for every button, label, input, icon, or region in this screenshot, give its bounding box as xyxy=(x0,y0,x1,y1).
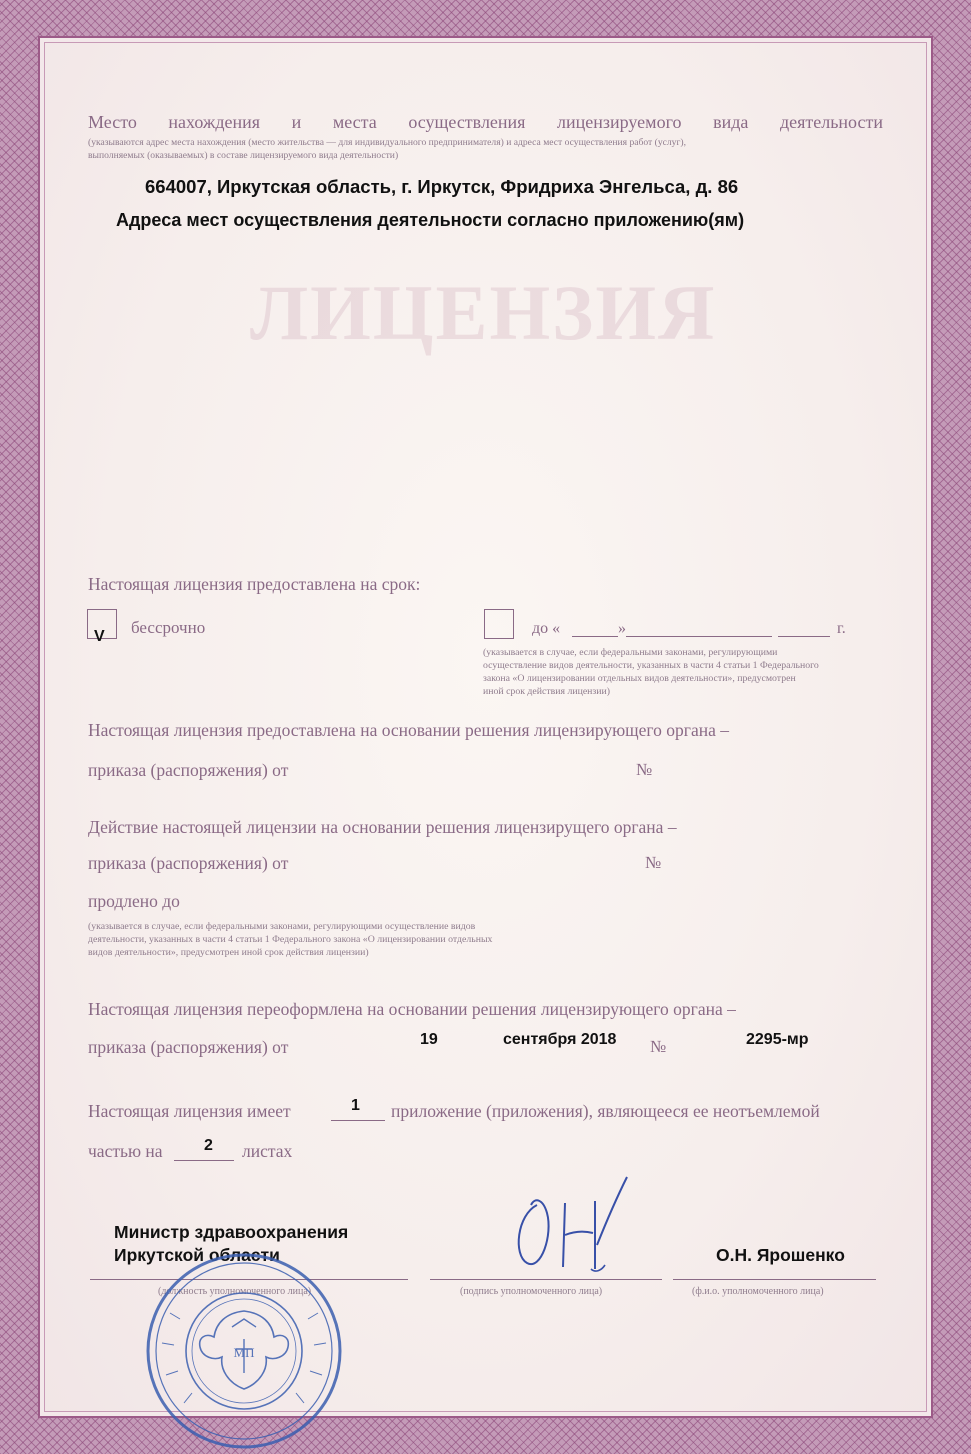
location-hint-line2: выполняемых (оказываемых) в составе лицензируемого вида деятельности) xyxy=(88,150,399,161)
validity-line1: Действие настоящей лицензии на основании решения лицензирущего органа – xyxy=(88,817,677,837)
sheets-count-line xyxy=(174,1160,234,1161)
term-hint-line3: закона «О лицензировании отдельных видов деятельности», предусмотрен xyxy=(483,673,796,684)
official-stamp xyxy=(136,1253,352,1449)
signer-name-line xyxy=(673,1279,876,1280)
signer-position-line2: Иркутской области xyxy=(114,1245,280,1265)
background-watermark: ЛИЦЕНЗИЯ xyxy=(250,269,717,356)
term-hint-line1: (указывается в случае, если федеральными законами, регулирующими xyxy=(483,647,778,658)
basis-number-sign: № xyxy=(636,760,653,779)
until-year-line xyxy=(778,636,830,637)
unlimited-check-mark: V xyxy=(94,628,105,645)
unlimited-label: бессрочно xyxy=(131,618,206,637)
until-year-suffix: г. xyxy=(837,620,846,637)
validity-hint-line1: (указывается в случае, если федеральными законами, регулирующими осуществление видов xyxy=(88,921,476,932)
until-month-line xyxy=(626,636,772,637)
signer-name-hint: (ф.и.о. уполномоченного лица) xyxy=(692,1286,824,1297)
position-hint: (должность уполномоченного лица) xyxy=(158,1286,312,1297)
validity-hint-line3: видов деятельности», предусмотрен иной срок действия лицензии) xyxy=(88,947,369,958)
reissue-number-sign: № xyxy=(650,1037,667,1056)
location-hint-line1: (указываются адрес места нахождения (место жительства — для индивидуального предпринимателя) и адреса мест осуществления работ (услуг), xyxy=(88,137,687,148)
extended-until-label: продлено до xyxy=(88,891,180,911)
address-appendix-note: Адреса мест осуществления деятельности согласно приложению(ям) xyxy=(116,210,745,230)
reissue-day: 19 xyxy=(420,1031,438,1048)
location-heading: Место нахождения и места осуществления лицензируемого вида деятельности xyxy=(88,112,883,132)
validity-number-sign: № xyxy=(645,853,662,872)
sheets-count: 2 xyxy=(204,1137,213,1154)
until-label: до « xyxy=(532,620,561,637)
appendix-suffix: приложение (приложения), являющееся ее неотъемлемой xyxy=(391,1101,820,1121)
term-heading: Настоящая лицензия предоставлена на срок: xyxy=(88,574,421,594)
appendix-prefix: Настоящая лицензия имеет xyxy=(88,1101,291,1121)
appendix-line2-suffix: листах xyxy=(242,1141,293,1161)
signer-position-line1: Министр здравоохранения xyxy=(114,1222,349,1242)
reissue-month-year: сентября 2018 xyxy=(503,1031,617,1048)
appendix-count-line xyxy=(331,1120,385,1121)
basis-line2: приказа (распоряжения) от xyxy=(88,760,289,780)
stamp-center-mark: МП xyxy=(233,1345,255,1360)
until-quote-close: » xyxy=(618,620,626,637)
appendix-line2-prefix: частью на xyxy=(88,1141,163,1161)
reissue-line2: приказа (распоряжения) от xyxy=(88,1037,289,1057)
term-hint-line4: иной срок действия лицензии) xyxy=(483,686,611,697)
appendix-count: 1 xyxy=(351,1097,360,1114)
validity-line2: приказа (распоряжения) от xyxy=(88,853,289,873)
validity-hint-line2: деятельности, указанных в части 4 статьи 1 Федерального закона «О лицензировании отдельных xyxy=(88,934,493,945)
term-hint-line2: осуществление видов деятельности, указанных в части 4 статьи 1 Федерального xyxy=(483,660,819,671)
until-day-line xyxy=(572,636,618,637)
reissue-line1: Настоящая лицензия переоформлена на основании решения лицензирующего органа – xyxy=(88,999,736,1019)
handwritten-signature xyxy=(505,1175,645,1285)
organization-address: 664007, Иркутская область, г. Иркутск, Фридриха Энгельса, д. 86 xyxy=(145,176,739,197)
reissue-order-number: 2295-мр xyxy=(746,1031,809,1048)
signature-hint: (подпись уполномоченного лица) xyxy=(460,1286,603,1297)
until-date-checkbox[interactable] xyxy=(484,609,514,639)
signer-name: О.Н. Ярошенко xyxy=(716,1245,845,1265)
basis-line1: Настоящая лицензия предоставлена на основании решения лицензирующего органа – xyxy=(88,720,729,740)
